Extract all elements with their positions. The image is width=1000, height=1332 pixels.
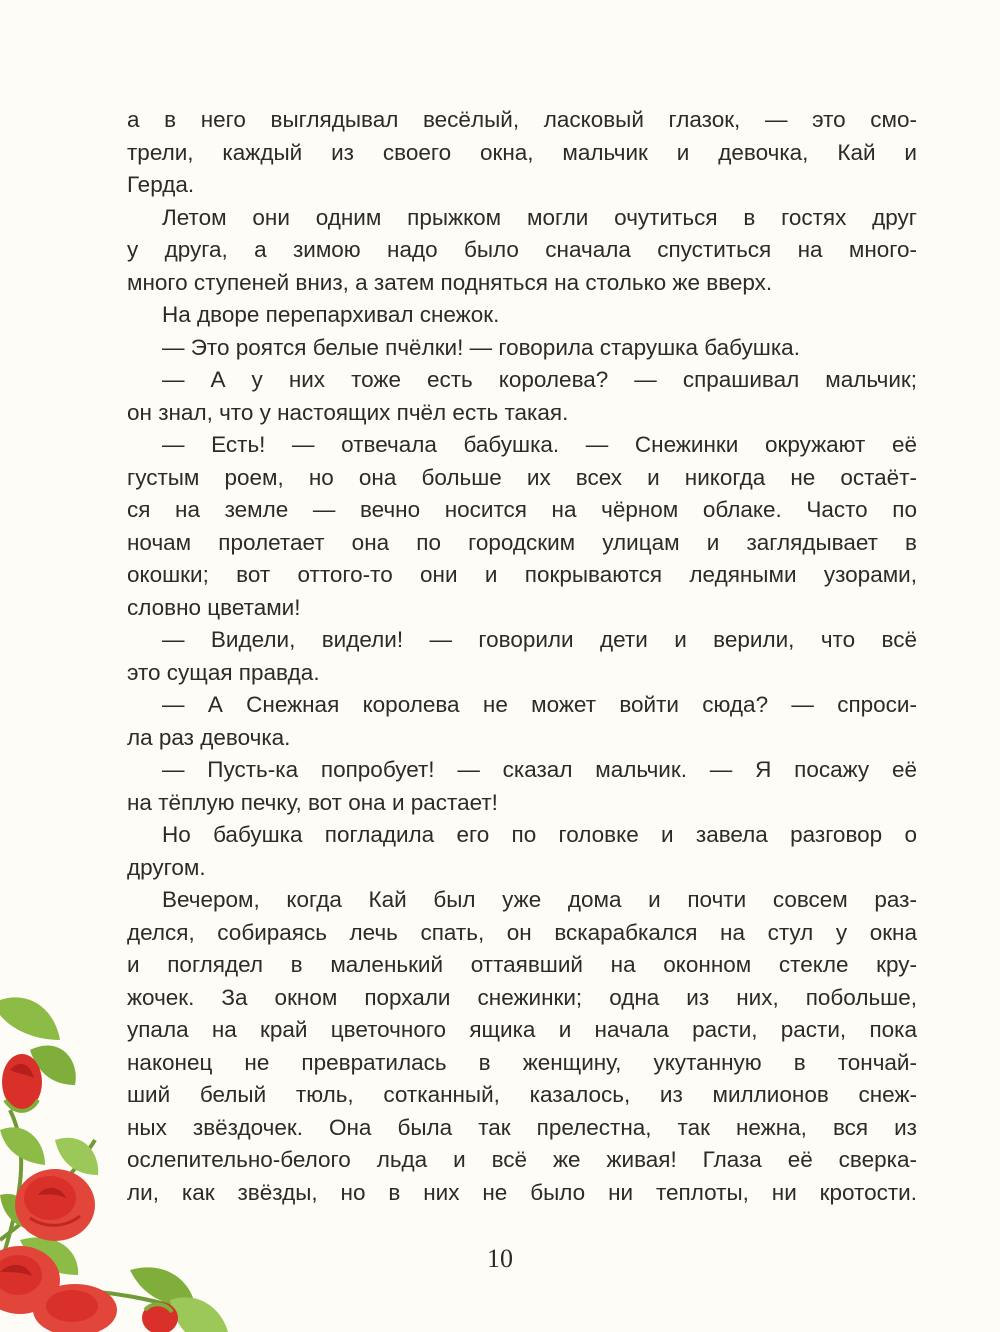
paragraph-first-line: — Видели, видели! — говорили дети и верили, что всё: [162, 627, 917, 652]
paragraph-line: ся на земле — вечно носится на чёрном облаке. Часто по: [127, 497, 917, 522]
paragraph-line: ночам пролетает она по городским улицам и заглядывает в: [127, 529, 917, 555]
paragraph-first-line: Летом они одним прыжком могли очутиться в гостях друг: [162, 204, 917, 230]
paragraph-line: и поглядел в маленький оттаявший на оконном стекле кру-: [127, 952, 917, 977]
paragraph-line: наконец не превратилась в женщину, укутанную в тончай-: [127, 1049, 917, 1075]
paragraph-line: жочек. За окном порхали снежинки; одна из них, побольше,: [127, 984, 917, 1010]
page-number: 10: [487, 1244, 513, 1273]
paragraph-line: упала на край цветочного ящика и начала расти, расти, пока: [127, 1017, 917, 1042]
paragraph-first-line: Вечером, когда Кай был уже дома и почти совсем раз-: [162, 887, 917, 912]
paragraph-first-line: Но бабушка погладила его по головке и завела разговор о: [162, 822, 917, 847]
paragraph-first-line: — А Снежная королева не может войти сюда? — спроси-: [162, 692, 917, 717]
rose-illustration: [0, 990, 230, 1332]
paragraph-line: ослепительно-белого льда и всё же живая! Глаза её сверка-: [127, 1147, 917, 1172]
paragraph-line: много ступеней вниз, а затем подняться на столько же вверх.: [127, 269, 773, 295]
paragraph-line: трели, каждый из своего окна, мальчик и девочка, Кай и: [127, 139, 917, 165]
paragraph-line: делся, собираясь лечь спать, он вскарабкался на стул у окна: [127, 919, 917, 945]
body-text: [127, 104, 917, 1209]
paragraph-first-line: — Это роятся белые пчёлки! — говорила старушка бабушка.: [162, 334, 800, 360]
paragraph-line: он знал, что у настоящих пчёл есть такая.: [127, 399, 569, 425]
leaf-icon: [0, 997, 60, 1040]
rose-bud-icon: [2, 1054, 42, 1111]
paragraph-line: это сущая правда.: [127, 659, 320, 685]
paragraph-line: ший белый тюль, сотканный, казалось, из миллионов снеж-: [127, 1082, 917, 1107]
paragraph-first-line: — А у них тоже есть королева? — спрашивал мальчик;: [162, 367, 917, 392]
paragraph-first-line: — Есть! — отвечала бабушка. — Снежинки окружают её: [162, 432, 917, 457]
paragraph-line: словно цветами!: [127, 594, 301, 620]
paragraph-line: окошки; вот оттого-то они и покрываются ледяными узорами,: [127, 562, 917, 587]
paragraph-line: ла раз девочка.: [127, 724, 291, 750]
paragraph-first-line: — Пусть-ка попробует! — сказал мальчик. — Я посажу её: [162, 757, 917, 782]
paragraph-line: на тёплую печку, вот она и растает!: [127, 789, 498, 815]
rose-flower-icon: [15, 1169, 95, 1241]
paragraph-line: у друга, а зимою надо было сначала спуститься на много-: [127, 237, 917, 262]
paragraph-line: другом.: [127, 854, 206, 880]
paragraph-line: Герда.: [127, 172, 195, 197]
paragraph-first-line: а в него выглядывал весёлый, ласковый глазок, — это смо-: [127, 107, 917, 132]
paragraph-line: густым роем, но она больше их всех и никогда не остаёт-: [127, 464, 917, 490]
paragraph-line: ли, как звёзды, но в них не было ни теплоты, ни кротости.: [127, 1179, 917, 1205]
paragraph-first-line: На дворе перепархивал снежок.: [162, 302, 500, 327]
paragraph-line: ных звёздочек. Она была так прелестна, так нежна, вся из: [127, 1114, 917, 1140]
